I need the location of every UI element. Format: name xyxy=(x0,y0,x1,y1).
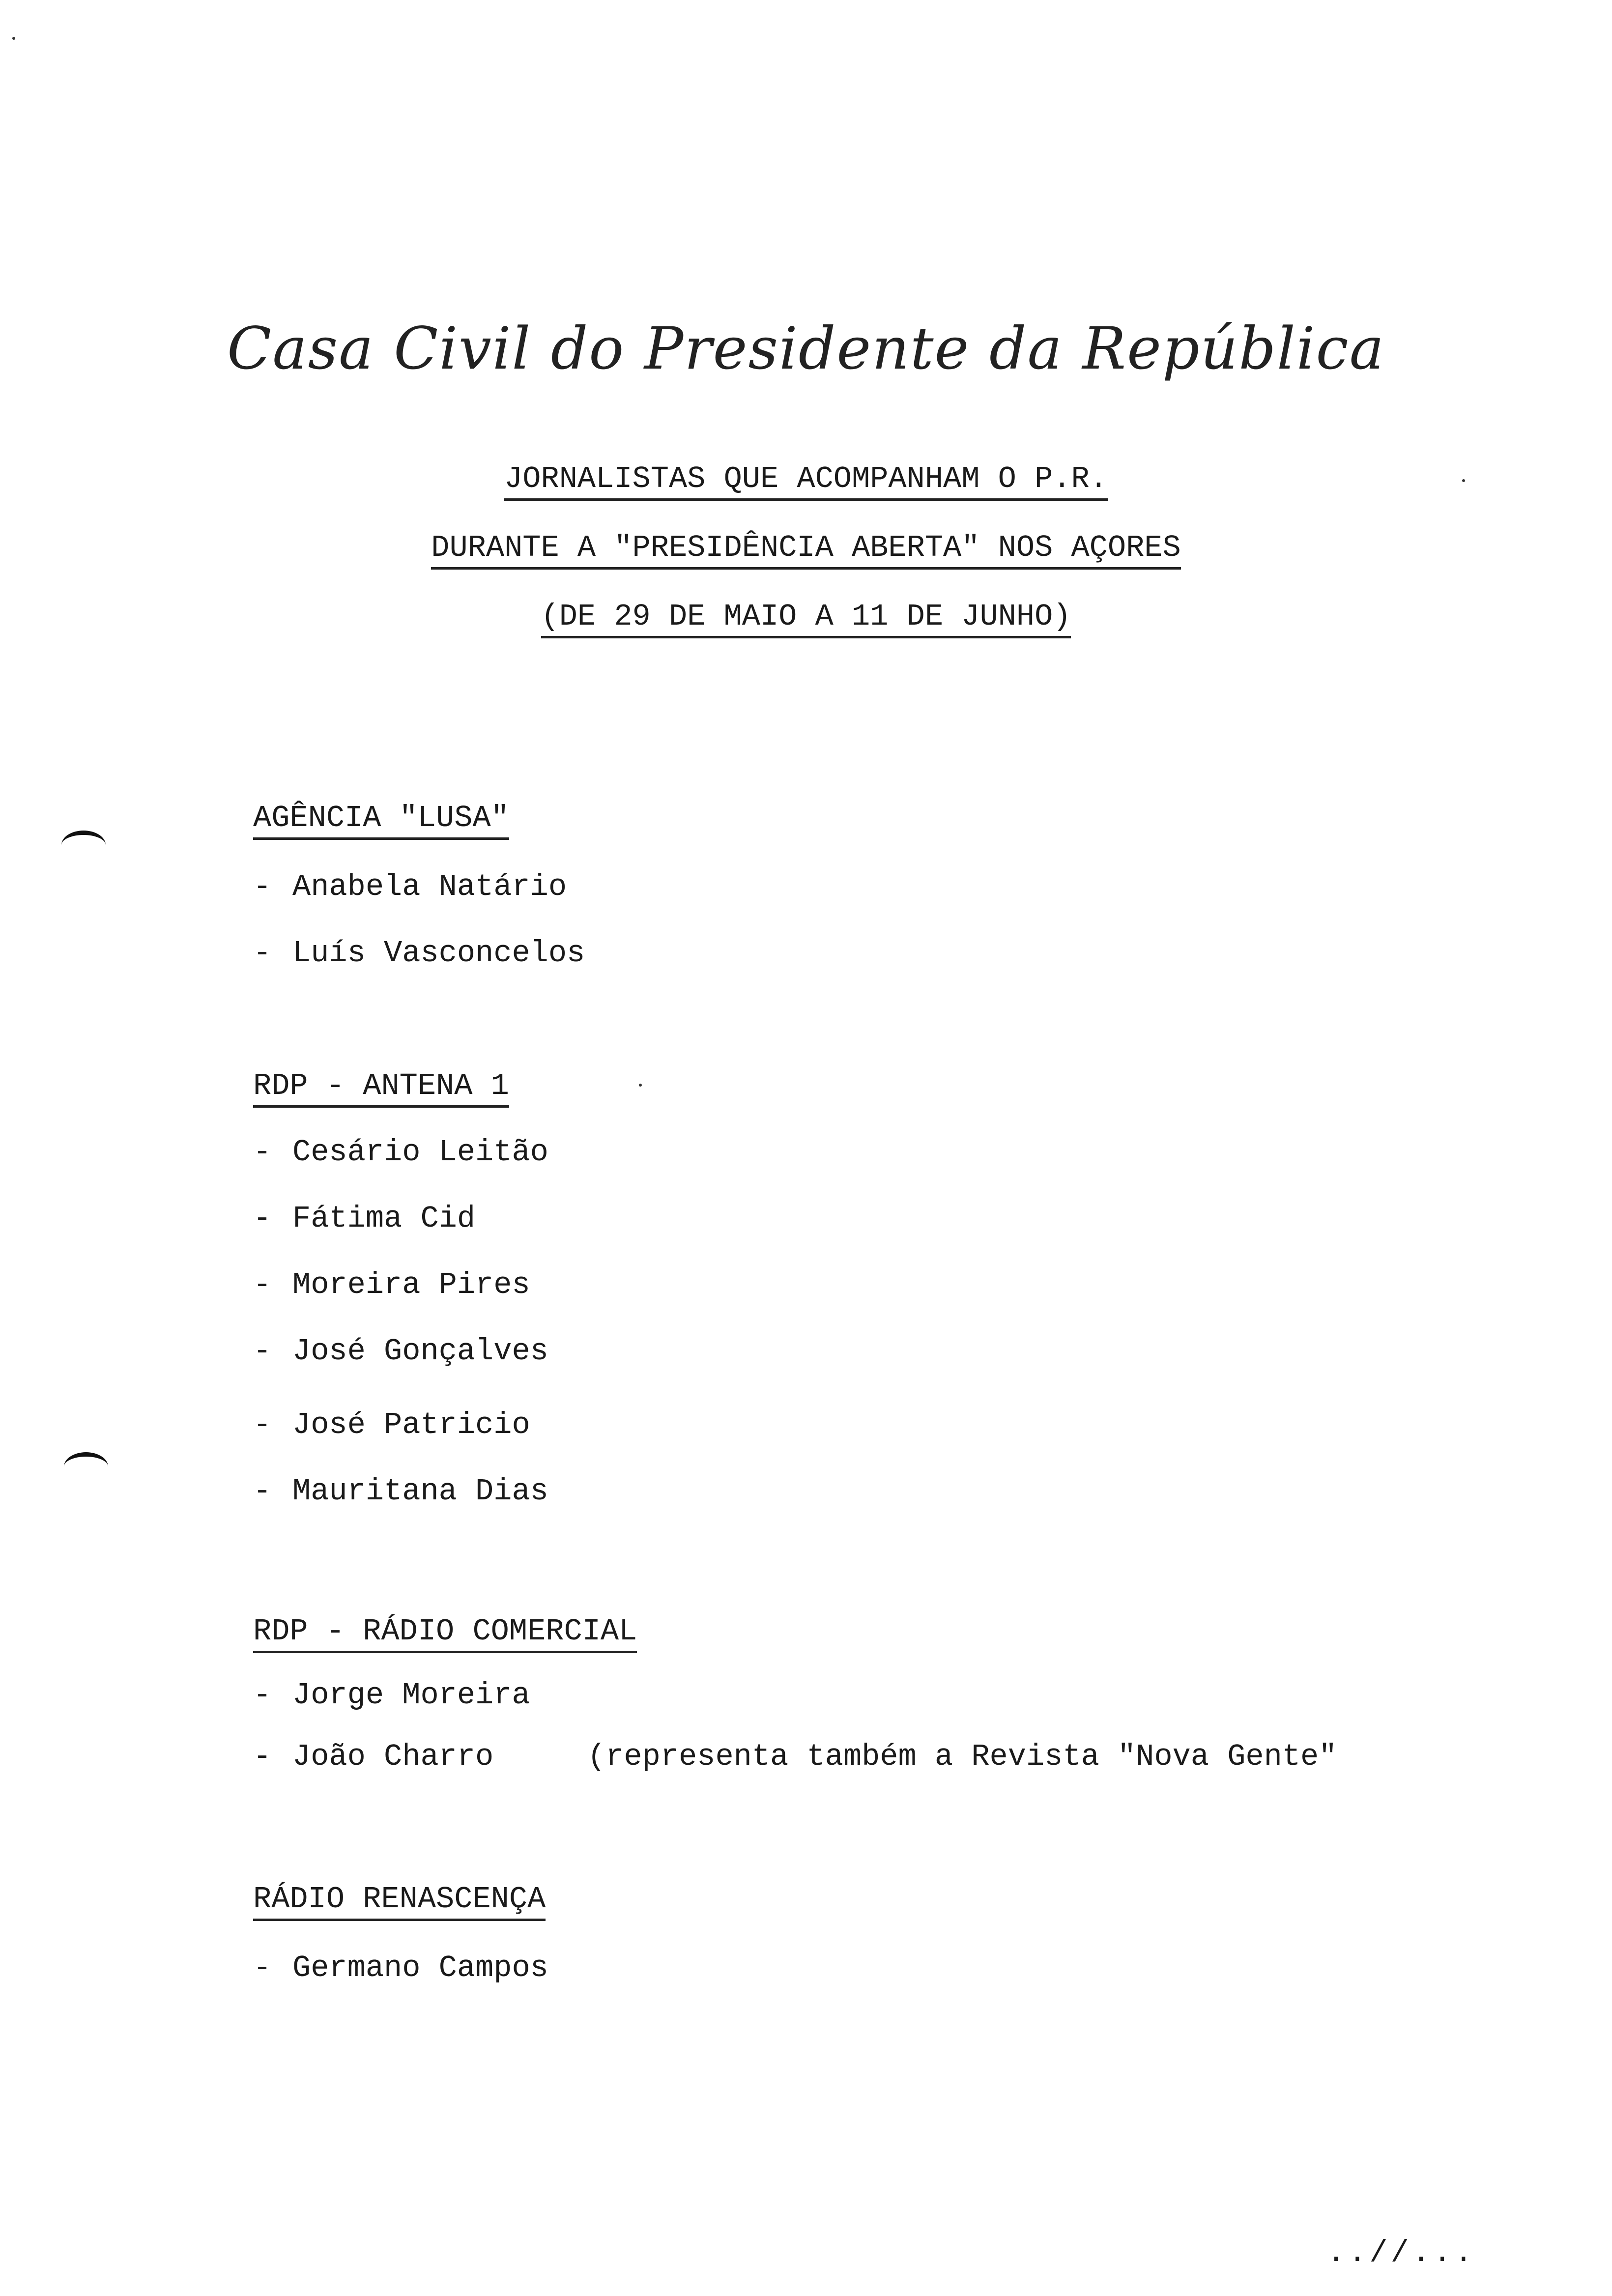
section-heading-lusa xyxy=(253,799,509,838)
entry-note: (representa também a Revista "Nova Gente" xyxy=(587,1739,1337,1774)
section-heading-antena1 xyxy=(253,1066,509,1106)
journalist-name: Fátima Cid xyxy=(292,1201,476,1236)
list-dash: - xyxy=(253,1739,272,1774)
title-line-3 xyxy=(0,597,1612,636)
list-item xyxy=(253,1676,530,1715)
title-text-1: JORNALISTAS QUE ACOMPANHAM O P.R. xyxy=(504,461,1108,501)
journalist-name: Germano Campos xyxy=(292,1951,548,1985)
list-dash: - xyxy=(253,1135,272,1170)
list-dash: - xyxy=(253,1334,272,1369)
list-item xyxy=(253,1472,548,1511)
list-dash: - xyxy=(253,1267,272,1302)
title-text-3: (DE 29 DE MAIO A 11 DE JUNHO) xyxy=(541,599,1071,638)
journalist-name: José Gonçalves xyxy=(292,1334,548,1369)
list-item xyxy=(253,1133,548,1172)
punch-hole-mark xyxy=(64,1452,108,1481)
list-item xyxy=(253,1406,530,1445)
journalist-name: Moreira Pires xyxy=(292,1267,530,1302)
title-line-2 xyxy=(0,528,1612,568)
list-item xyxy=(253,1737,493,1777)
scan-speck xyxy=(12,37,15,40)
list-item xyxy=(253,1949,548,1988)
journalist-name: Luís Vasconcelos xyxy=(292,936,585,971)
page-continuation-mark: ..//... xyxy=(1327,2236,1476,2270)
journalist-name: José Patricio xyxy=(292,1407,530,1442)
section-heading-text: RDP - ANTENA 1 xyxy=(253,1068,509,1108)
list-dash: - xyxy=(253,1951,272,1985)
list-item xyxy=(253,867,567,907)
journalist-name: Jorge Moreira xyxy=(292,1678,530,1713)
list-item xyxy=(253,1199,475,1238)
title-text-2: DURANTE A "PRESIDÊNCIA ABERTA" NOS AÇORES xyxy=(431,530,1180,570)
title-line-1 xyxy=(0,459,1612,499)
section-heading-text: RDP - RÁDIO COMERCIAL xyxy=(253,1614,637,1653)
list-dash: - xyxy=(253,1201,272,1236)
section-heading-comercial xyxy=(253,1612,637,1651)
list-dash: - xyxy=(253,1678,272,1713)
journalist-name: Cesário Leitão xyxy=(292,1135,548,1170)
letterhead: Casa Civil do Presidente da República xyxy=(227,315,1385,382)
section-heading-text: RÁDIO RENASCENÇA xyxy=(253,1882,546,1921)
scan-speck xyxy=(1462,479,1465,482)
section-heading-renascenca xyxy=(253,1880,546,1919)
journalist-name: Anabela Natário xyxy=(292,869,567,904)
section-heading-text: AGÊNCIA "LUSA" xyxy=(253,801,509,840)
list-dash: - xyxy=(253,1474,272,1509)
list-item xyxy=(253,1332,548,1371)
list-dash: - xyxy=(253,869,272,904)
list-dash: - xyxy=(253,936,272,971)
punch-hole-mark xyxy=(61,831,106,860)
journalist-name: João Charro xyxy=(292,1739,494,1774)
journalist-name: Mauritana Dias xyxy=(292,1474,548,1509)
list-item xyxy=(253,934,585,973)
list-item xyxy=(253,1265,530,1305)
list-dash: - xyxy=(253,1407,272,1442)
scan-speck xyxy=(639,1084,642,1087)
